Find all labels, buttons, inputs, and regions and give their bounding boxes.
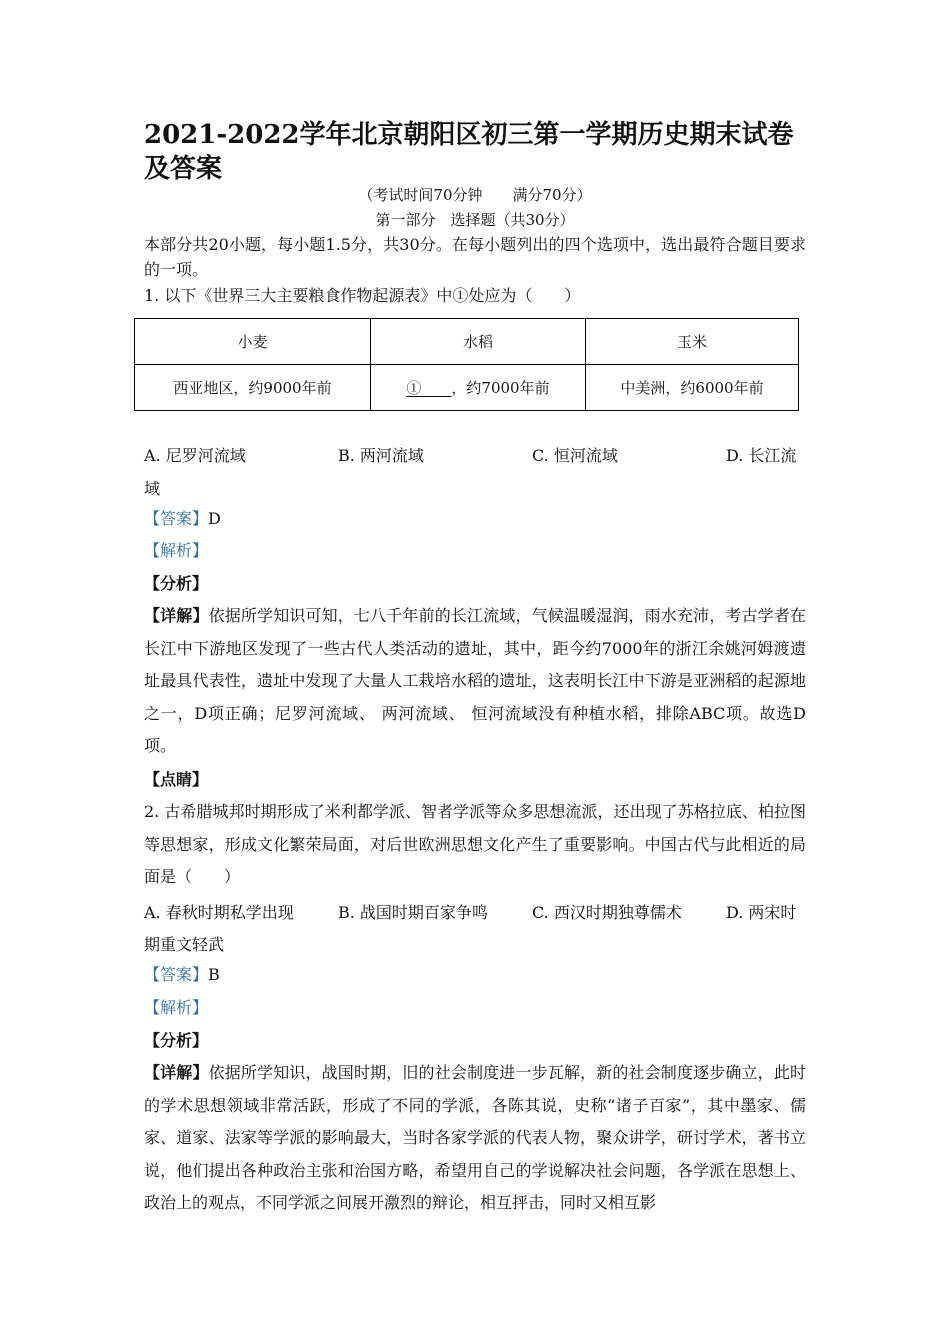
q2-stem: 2. 古希腊城邦时期形成了米利都学派、智者学派等众多思想流派，还出现了苏格拉底、柏拉图等思想家，形成文化繁荣局面，对后世欧洲思想文化产生了重要影响。中国古代与此相近的局面是（ ） — [144, 802, 806, 886]
detail-text: 依据所学知识，战国时期，旧的社会制度进一步瓦解，新的社会制度逐步确立，此时的学术思想领域非常活跃，形成了不同的学派，各陈其说，史称“诸子百家”，其中墨家、儒家、道家、法家等学派的影响最大，当时各家学派的代表人物，聚众讲学，研讨学术，著书立说，他们提出各种政治主张和治国方略，希望用自己的学说解决社会问题，各学派在思想上、政治上的观点，不同学派之间展开激烈的辩论，相互抨击，同时又相互影 — [144, 1063, 806, 1212]
q1-detail — [144, 600, 806, 763]
header-wheat: 小麦 — [135, 319, 371, 365]
cell-corn-origin: 中美洲，约6000年前 — [586, 365, 799, 411]
cell-wheat-origin: 西亚地区，约9000年前 — [135, 365, 371, 411]
answer-value: B — [208, 965, 220, 984]
header-rice: 水稻 — [371, 319, 586, 365]
answer-label: 【答案】 — [144, 965, 209, 984]
table-row — [135, 365, 799, 411]
q1-fenxi-label: 【分析】 — [144, 574, 209, 593]
q2-answer — [144, 964, 220, 986]
q1-stem: 1. 以下《世界三大主要粮食作物起源表》中①处应为（ ） — [144, 286, 581, 305]
page-title: 2021-2022学年北京朝阳区初三第一学期历史期末试卷及答案 — [144, 120, 794, 184]
blank-marker: ① — [406, 379, 452, 397]
rice-origin-date: ，约7000年前 — [451, 379, 550, 397]
detail-label: 【详解】 — [144, 1063, 209, 1082]
exam-info: （考试时间70分钟 满分70分） — [358, 186, 592, 204]
detail-label: 【详解】 — [144, 606, 209, 625]
detail-text: 依据所学知识可知，七八千年前的长江流域，气候温暖湿润，雨水充沛，考古学者在长江中下游地区发现了一些古代人类活动的遗址，其中，距今约7000年的浙江余姚河姆渡遗址最具代表性，遗址中发现了大量人工栽培水稻的遗址，这表明长江中下游是亚洲稻的起源地之一，D项正确；尼罗河流域、 两河流域、 恒河流域没有种植水稻，排除ABC项。故选D项。 — [144, 606, 806, 755]
q2-option-d-wrap: 期重文轻武 — [144, 935, 225, 954]
q2-option-a: A. 春秋时期私学出现 — [144, 903, 294, 922]
q1-answer — [144, 508, 221, 530]
q1-option-a: A. 尼罗河流域 — [144, 446, 246, 465]
instructions: 本部分共20小题，每小题1.5分，共30分。在每小题列出的四个选项中，选出最符合题目要求的一项。 — [144, 235, 806, 279]
q1-option-c: C. 恒河流域 — [532, 446, 618, 465]
table-header-row — [135, 319, 799, 365]
cell-rice-origin — [371, 365, 586, 411]
q2-option-d: D. 两宋时 — [726, 903, 797, 922]
q1-option-b: B. 两河流域 — [338, 446, 424, 465]
answer-value: D — [208, 509, 221, 528]
q1-option-d-wrap: 域 — [144, 479, 161, 498]
header-corn: 玉米 — [586, 319, 799, 365]
part-heading: 第一部分 选择题（共30分） — [375, 211, 575, 229]
crop-origin-table — [134, 318, 799, 411]
q2-option-b: B. 战国时期百家争鸣 — [338, 903, 488, 922]
q1-analysis-label: 【解析】 — [144, 541, 209, 560]
q2-detail — [144, 1057, 806, 1220]
q2-fenxi-label: 【分析】 — [144, 1031, 209, 1050]
q1-dianjing-label: 【点睛】 — [144, 770, 209, 789]
q2-option-c: C. 西汉时期独尊儒术 — [532, 903, 682, 922]
q2-analysis-label: 【解析】 — [144, 998, 209, 1017]
q1-option-d: D. 长江流 — [726, 446, 797, 465]
answer-label: 【答案】 — [144, 509, 209, 528]
